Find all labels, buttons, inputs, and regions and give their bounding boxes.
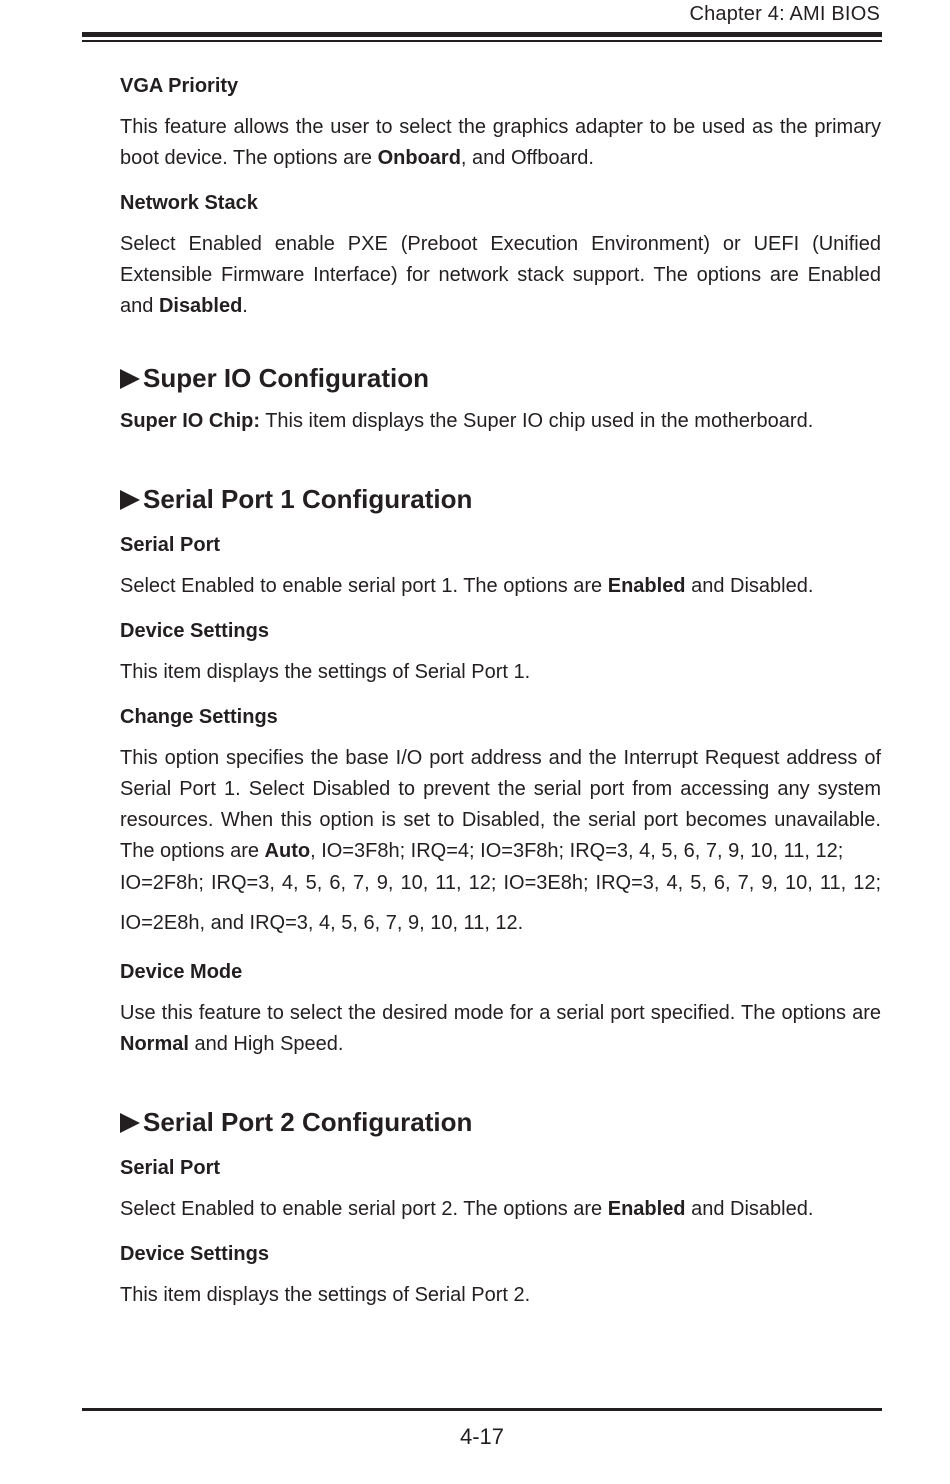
sp1-device-settings-description: This item displays the settings of Serial Port 1. [120, 661, 531, 683]
network-stack-description: Select Enabled enable PXE (Preboot Execution Environment) or UEFI (Unified Extensible Firmware Interface) for network stack support. The options are Enabled and Disabled. [120, 233, 881, 317]
sp2-serial-port-description: Select Enabled to enable serial port 2. The options are Enabled and Disabled. [120, 1198, 814, 1220]
sp1-device-mode-heading: Device Mode [120, 961, 243, 983]
vga-priority-description: This feature allows the user to select the graphics adapter to be used as the primary boot device. The options are Onboard, and Offboard. [120, 116, 881, 169]
network-stack-heading: Network Stack [120, 192, 258, 214]
triangle-bullet-icon [120, 369, 140, 389]
serial-port-1-section-heading: Serial Port 1 Configuration [120, 483, 881, 515]
header-rule-thin [82, 40, 882, 42]
triangle-bullet-icon [120, 490, 140, 510]
super-io-chip-description: Super IO Chip: This item displays the Super IO chip used in the motherboard. [120, 410, 814, 432]
page-content [120, 74, 881, 1328]
sp1-device-settings-heading: Device Settings [120, 620, 269, 642]
page-number: 4-17 [459, 1424, 505, 1449]
super-io-section-heading: Super IO Configuration [120, 362, 881, 394]
footer-rule [82, 1408, 882, 1411]
serial-port-2-section-heading: Serial Port 2 Configuration [120, 1106, 881, 1138]
triangle-bullet-icon [120, 1113, 140, 1133]
sp1-serial-port-description: Select Enabled to enable serial port 1. The options are Enabled and Disabled. [120, 575, 814, 597]
sp2-serial-port-heading: Serial Port [120, 1157, 221, 1179]
sp2-device-settings-heading: Device Settings [120, 1243, 269, 1265]
vga-priority-heading: VGA Priority [120, 75, 239, 97]
header-rule-thick [82, 32, 882, 37]
sp1-serial-port-heading: Serial Port [120, 534, 221, 556]
chapter-header: Chapter 4: AMI BIOS [689, 3, 880, 25]
sp1-change-settings-options: IO=2F8h; IRQ=3, 4, 5, 6, 7, 9, 10, 11, 12; IO=3E8h; IRQ=3, 4, 5, 6, 7, 9, 10, 11, 12; IO=2E8h, and IRQ=3, 4, 5, 6, 7, 9, 10, 11, 12. [120, 872, 881, 934]
sp1-change-settings-description: This option specifies the base I/O port address and the Interrupt Request address of Serial Port 1. Select Disabled to prevent the serial port from accessing any system resources. When this option is set to Disabled, the serial port becomes unavailable. The options are Auto, IO=3F8h; IRQ=4; IO=3F8h; IRQ=3, 4, 5, 6, 7, 9, 10, 11, 12; [120, 747, 881, 862]
sp1-change-settings-heading: Change Settings [120, 706, 278, 728]
sp2-device-settings-description: This item displays the settings of Serial Port 2. [120, 1284, 531, 1306]
sp1-device-mode-description: Use this feature to select the desired mode for a serial port specified. The options are Normal and High Speed. [120, 1002, 881, 1055]
